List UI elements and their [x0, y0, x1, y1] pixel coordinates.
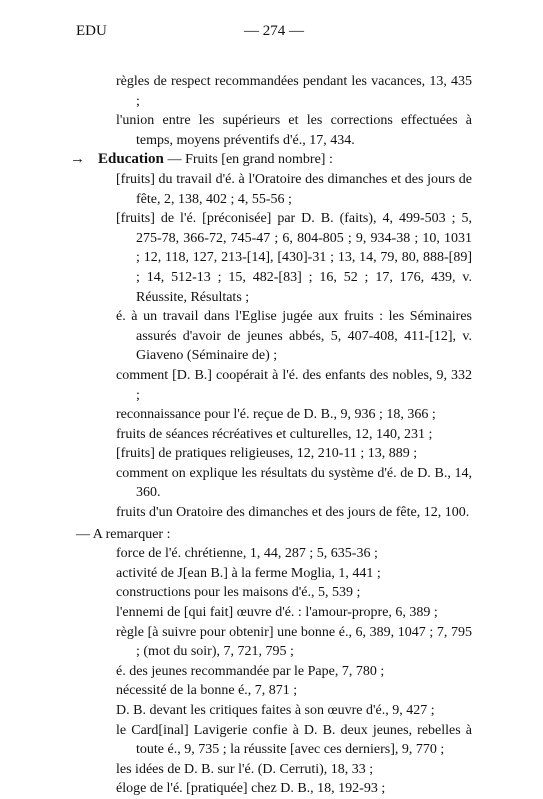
- headword-line: [70, 150, 472, 170]
- index-entry: D. B. devant les critiques faites à son œuvre d'é., 9, 427 ;: [116, 703, 435, 718]
- subheading: — A remarquer :: [76, 526, 171, 542]
- index-entry: é. à un travail dans l'Eglise jugée aux fruits : les Séminaires assurés d'avoir de jeunes abbés, 5, 407-408, 411-[12], v. Giaveno (Séminaire de) ;: [116, 309, 472, 364]
- index-body: [70, 72, 472, 799]
- index-entry: [fruits] du travail d'é. à l'Oratoire des dimanches et des jours de fête, 2, 138, 402 ; 4, 55-56 ;: [116, 171, 472, 207]
- arrow-right-icon: →: [70, 151, 85, 168]
- index-entry: é. des jeunes recommandée par le Pape, 7, 780 ;: [116, 663, 385, 679]
- index-entry: force de l'é. chrétienne, 1, 44, 287 ; 5, 635-36 ;: [116, 546, 378, 562]
- index-entry: éloge de l'é. [pratiquée] chez D. B., 18, 192-93 ;: [116, 781, 386, 797]
- running-header: [76, 22, 472, 42]
- header-keyword: EDU: [76, 23, 107, 39]
- index-entry: règles de respect recommandées pendant les vacances, 13, 435 ;: [116, 74, 472, 109]
- headword-subtitle: — Fruits [en grand nombre] :: [167, 152, 333, 168]
- index-entry: [fruits] de pratiques religieuses, 12, 210-11 ; 13, 889 ;: [116, 446, 418, 462]
- index-entry: reconnaissance pour l'é. reçue de D. B., 9, 936 ; 18, 366 ;: [116, 407, 436, 423]
- headword: Education: [98, 151, 164, 168]
- index-entry: nécessité de la bonne é., 7, 871 ;: [116, 683, 298, 699]
- index-entry: comment [D. B.] coopérait à l'é. des enfants des nobles, 9, 332 ;: [116, 367, 472, 403]
- index-entry: fruits de séances récréatives et culturelles, 12, 140, 231 ;: [116, 426, 433, 442]
- index-entry: comment on explique les résultats du système d'é. de D. B., 14, 360.: [116, 465, 472, 501]
- index-entry: [fruits] de l'é. [préconisée] par D. B. (faits), 4, 499-503 ; 5, 275-78, 366-72, 745-47 ; 6, 804-805 ; 9, 934-38 ; 10, 1031 ; 12, 118, 127, 213-[14], [430]-31 ; 13, 14, 79, 80, 888-[89] ; 14, 512-13 ; 15, 482-[83] ; 16, 52 ; 17, 176, 439, v. Réussite, Résultats ;: [116, 211, 472, 305]
- index-entry: l'ennemi de [qui fait] œuvre d'é. : l'amour-propre, 6, 389 ;: [116, 605, 438, 621]
- index-entry: fruits d'un Oratoire des dimanches et des jours de fête, 12, 100.: [116, 505, 470, 521]
- index-entry: constructions pour les maisons d'é., 5, 539 ;: [116, 585, 361, 601]
- index-entry: activité de J[ean B.] à la ferme Moglia, 1, 441 ;: [116, 565, 381, 581]
- index-entry: règle [à suivre pour obtenir] une bonne é., 6, 389, 1047 ; 7, 795 ; (mot du soir), 7, 721, 795 ;: [116, 624, 472, 660]
- index-entry: le Card[inal] Lavigerie confie à D. B. deux jeunes, rebelles à toute é., 9, 735 ; la réussite [avec ces derniers], 9, 770 ;: [116, 722, 472, 758]
- index-entry: l'union entre les supérieurs et les corrections effectuées à temps, moyens préventifs d'é., 17, 434.: [116, 113, 472, 148]
- index-entry: les idées de D. B. sur l'é. (D. Cerruti), 18, 33 ;: [116, 761, 374, 777]
- page-number: — 274 —: [244, 23, 304, 39]
